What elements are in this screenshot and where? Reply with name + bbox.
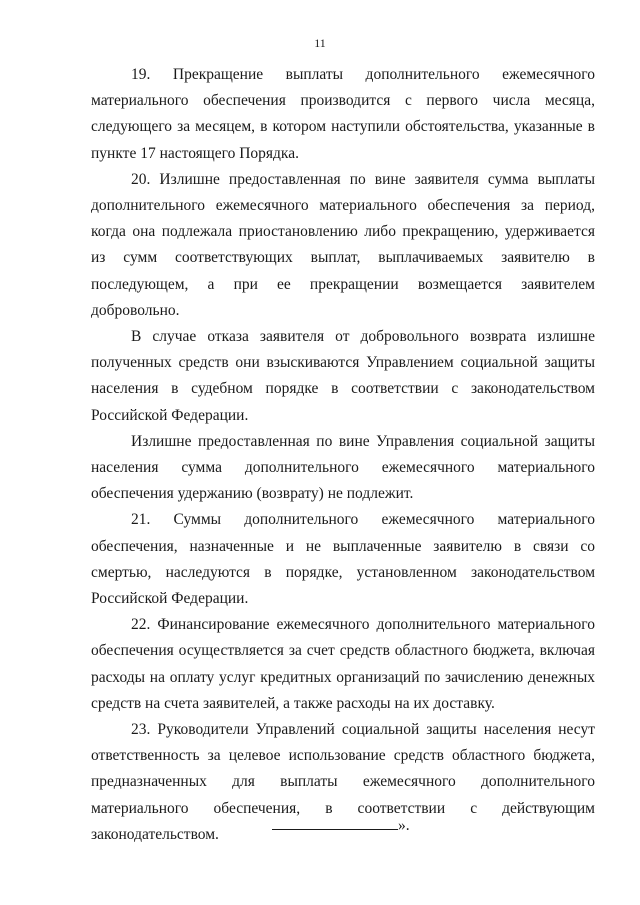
paragraph-20: 20. Излишне предоставленная по вине заявителя сумма выплаты дополнительного ежемесячного материального обеспечения за период, когда она подлежала приостановлению либо прекращению, удерживается из сумм соответствующих выплат, выплачиваемых заявителю в последующем, а при ее прекращении возмещается заявителем добровольно. — [91, 170, 595, 319]
closing-line — [272, 814, 410, 836]
document-body — [91, 62, 595, 848]
paragraph-22: 22. Финансирование ежемесячного дополнительного материального обеспечения осуществляется за счет средств областного бюджета, включая расходы на оплату услуг кредитных организаций по зачислению денежных средств на счета заявителей, а также расходы на их доставку. — [91, 616, 595, 712]
paragraph-19: 19. Прекращение выплаты дополнительного ежемесячного материального обеспечения производится с первого числа месяца, следующего за месяцем, в котором наступили обстоятельства, указанные в пункте 17 настоящего Порядка. — [91, 66, 595, 162]
paragraph-20-refusal: В случае отказа заявителя от добровольного возврата излишне полученных средств они взыскиваются Управлением социальной защиты населения в судебном порядке в соответствии с законодательством Российской Федерации. — [91, 328, 595, 424]
page-number: 11 — [314, 36, 326, 50]
paragraph-21: 21. Суммы дополнительного ежемесячного материального обеспечения, назначенные и не выплаченные заявителю в связи со смертью, наследуются в порядке, установленном законодательством Российской Федерации. — [91, 511, 595, 608]
paragraph-20-agency-fault: Излишне предоставленная по вине Управления социальной защиты населения сумма дополнительного ежемесячного материального обеспечения удержанию (возврату) не подлежит. — [91, 432, 595, 503]
closing-mark: ». — [398, 817, 410, 834]
closing-underline — [272, 814, 398, 830]
paragraph-23: 23. Руководители Управлений социальной защиты населения несут ответственность за целевое использование средств областного бюджета, предназначенных для выплаты ежемесячного дополнительного материального обеспечения, в соответствии с действующим законодательством. — [91, 721, 595, 843]
